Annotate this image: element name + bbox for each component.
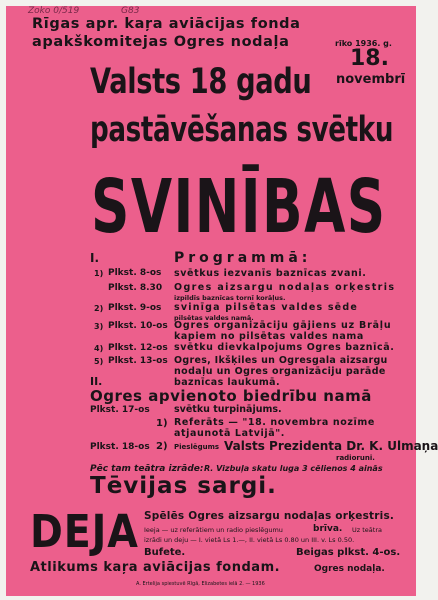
item3-time: Plkst. 10-os	[108, 321, 168, 331]
section2-item2-pre: Pieslēgums	[174, 443, 220, 451]
item1-time: Plkst. 8-os	[108, 268, 162, 278]
header-date-number: 18.	[350, 46, 389, 71]
proceeds-note: Atlikums kaŗa aviācijas fondam.	[30, 560, 281, 575]
theatre-detail: R. Vizbuļa skatu luga 3 cēlienos 4 ainās	[204, 464, 383, 473]
item2-text: svinīga pilsētas valdes sēde	[174, 302, 358, 313]
item4-text: svētku dievkalpojums Ogres baznīcā.	[174, 342, 395, 353]
section2-item1-text: Referāts — "18. novembra nozīme	[174, 417, 375, 428]
item1-text: svētkus iezvanīs baznīcas zvani.	[174, 268, 367, 279]
section2-heading: Ogres apvienoto biedrību namā	[90, 387, 372, 405]
header-line1: Rīgas apr. kaŗa aviācijas fonda	[32, 16, 301, 32]
item5-time: Plkst. 13-os	[108, 356, 168, 366]
end-time: Beigas plkst. 4-os.	[296, 547, 401, 558]
item1-number: 1)	[94, 269, 104, 278]
section2-item1-number: 1)	[156, 418, 168, 429]
entry-text-c: izrādi un deju — I. vietā Ls 1.—, II. vietā Ls 0.80 un III. v. Ls 0.50.	[144, 536, 355, 544]
item5-text: Ogres, Ikšķiles un Ogresgala aizsargu	[174, 355, 388, 366]
item3-number: 3)	[94, 322, 104, 331]
title-line3: SVINĪBAS	[91, 164, 387, 250]
section2-time-17: Plkst. 17-os	[90, 405, 150, 415]
dance-orchestra: Spēlēs Ogres aizsargu nodaļas orķestris.	[144, 510, 395, 522]
item5-sub2: baznīcas laukumā.	[174, 377, 280, 388]
section1-number: I.	[90, 251, 100, 265]
entry-free: brīva.	[313, 524, 343, 534]
item-orchestra-text: Ogres aizsargu nodaļas orķestris	[174, 282, 396, 293]
section2-continuation: svētku turpinājums.	[174, 404, 282, 415]
buffet: Bufete.	[144, 547, 186, 558]
item2-time: Plkst. 9-os	[108, 303, 162, 313]
section2-item2-number: 2)	[156, 441, 168, 452]
item5-sub: nodaļu un Ogres organizāciju parāde	[174, 366, 386, 377]
title-line1: Valsts 18 gadu	[90, 62, 312, 102]
handwritten-note: Zoko 0/519	[28, 6, 80, 16]
header-riko: rīko 1936. g.	[335, 39, 392, 48]
item-orchestra-time: Plkst. 8.30	[108, 283, 163, 293]
item-orchestra-sub: izpildīs baznīcas tornī korāļus.	[174, 294, 286, 302]
item3-sub: kapiem no pilsētas valdes nama	[174, 331, 364, 342]
item2-number: 2)	[94, 304, 104, 313]
section2-item1-sub: atjaunotā Latvijā".	[174, 428, 286, 439]
section2-item2-sub: radioruni.	[336, 454, 375, 462]
section2-item2-main: Valsts Prezidenta Dr. K. Ulmaņa	[224, 439, 438, 453]
item2-sub: pilsētas valdes namā.	[174, 314, 254, 322]
entry-text-b: Uz teātra	[352, 526, 382, 534]
title-line2: pastāvēšanas svētku	[90, 110, 394, 150]
section1-heading: Programmā:	[174, 250, 312, 266]
item5-number: 5)	[94, 357, 104, 366]
section2-number: II.	[90, 375, 103, 388]
header-line2: apakškomitejas Ogres nodaļa	[32, 34, 290, 50]
printer-line: A. Ertelija spiestuvē Rīgā, Elizabetes ielā 2. — 1936	[136, 581, 265, 587]
poster	[6, 6, 438, 596]
item4-time: Plkst. 12-os	[108, 343, 168, 353]
theatre-intro: Pēc tam teātra izrāde:	[90, 464, 204, 474]
handwritten-number: G83	[121, 6, 140, 16]
deja-title: DEJA	[30, 505, 139, 558]
signature: Ogres nodaļa.	[314, 564, 385, 574]
entry-text-a: Ieeja — uz referātiem un radio pieslēgumu	[144, 526, 283, 534]
item4-number: 4)	[94, 344, 104, 353]
section2-time-18: Plkst. 18-os	[90, 442, 150, 452]
play-title: Tēvijas sargi.	[90, 473, 277, 499]
item3-text: Ogres organizāciju gājiens uz Brāļu	[174, 320, 392, 331]
header-date-month: novembrī	[336, 72, 406, 87]
